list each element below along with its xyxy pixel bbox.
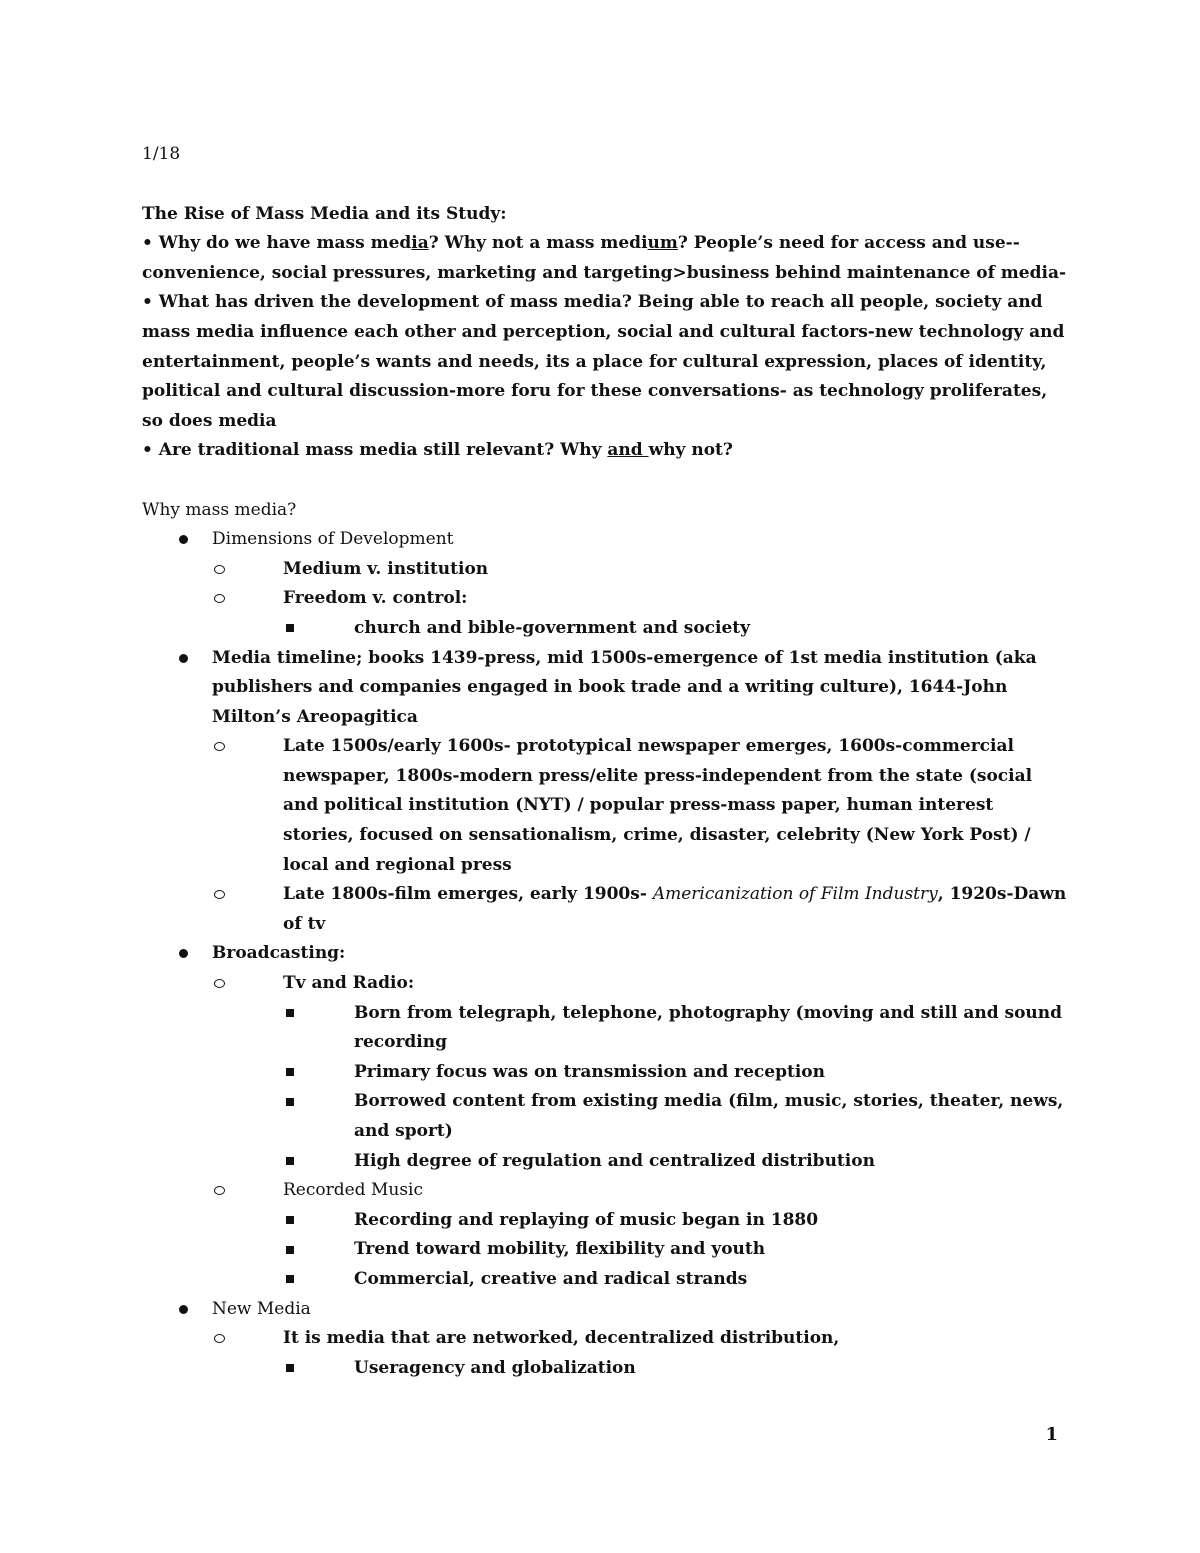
document-page bbox=[142, 140, 1067, 1383]
sublist-dimensions bbox=[212, 555, 1067, 644]
item-label: Late 1800s-film emerges, early 1900s- bbox=[283, 884, 653, 905]
page-number: 1 bbox=[1045, 1424, 1058, 1445]
date-line: 1/18 bbox=[142, 144, 181, 164]
list-item bbox=[283, 1354, 1067, 1384]
list-item-dimensions bbox=[142, 525, 1067, 643]
bullet-dot-icon bbox=[176, 939, 190, 969]
bullet-circle-icon bbox=[212, 1176, 226, 1206]
bullet-circle-icon bbox=[212, 732, 226, 762]
bullet-dot-icon bbox=[176, 644, 190, 674]
item-label: It is media that are networked, decentralized distribution, bbox=[283, 1328, 840, 1349]
question-3 bbox=[142, 436, 1067, 466]
list-item bbox=[283, 999, 1067, 1058]
bullet-square-icon bbox=[283, 999, 297, 1029]
question-2: • What has driven the development of mass media? Being able to reach all people, society and mass media influence each other and perception, social and cultural factors-new technology and entertainment, people’s wants and needs, its a place for cultural expression, places of identity, political and cultural discussion-more foru for these conversations- as technology proliferates, so does media bbox=[142, 292, 1065, 431]
item-label: Trend toward mobility, flexibility and youth bbox=[354, 1239, 766, 1260]
q3-text-a: • Are traditional mass media still relevant? Why bbox=[142, 440, 608, 461]
item-label: High degree of regulation and centralized distribution bbox=[354, 1150, 875, 1171]
sublist-broadcasting bbox=[212, 969, 1067, 1295]
item-label: Broadcasting: bbox=[212, 943, 346, 964]
q1-text-a: • Why do we have mass med bbox=[142, 233, 412, 254]
bullet-circle-icon bbox=[212, 584, 226, 614]
q1-underline-a: ia bbox=[411, 233, 429, 254]
item-label: Recording and replaying of music began in 1880 bbox=[354, 1209, 819, 1230]
sublist-freedom bbox=[283, 614, 1067, 644]
bullet-square-icon bbox=[283, 1087, 297, 1117]
list-item bbox=[283, 1206, 1067, 1236]
outline-list bbox=[142, 525, 1067, 1383]
item-label: church and bible-government and society bbox=[354, 617, 751, 638]
list-item bbox=[283, 614, 1067, 644]
bullet-circle-icon bbox=[212, 555, 226, 585]
q1-text-c: ? People’s need for access and use--convenience, social pressures, marketing and targeting>business behind maintenance of media- bbox=[142, 233, 1067, 283]
item-label: Freedom v. control: bbox=[283, 588, 468, 609]
list-item-timeline bbox=[142, 644, 1067, 940]
list-item-new-media bbox=[142, 1295, 1067, 1384]
q1-underline-b: um bbox=[647, 233, 678, 254]
bullet-circle-icon bbox=[212, 969, 226, 999]
bullet-square-icon bbox=[283, 1206, 297, 1236]
question-1 bbox=[142, 229, 1067, 288]
list-item bbox=[212, 555, 1067, 585]
sublist-recorded-music bbox=[283, 1206, 1067, 1295]
bullet-dot-icon bbox=[176, 1295, 190, 1325]
list-item-broadcasting bbox=[142, 939, 1067, 1294]
list-item bbox=[283, 1058, 1067, 1088]
list-item bbox=[212, 732, 1067, 880]
bullet-square-icon bbox=[283, 1354, 297, 1384]
list-item-recorded-music bbox=[212, 1176, 1067, 1294]
sublist-networked bbox=[283, 1354, 1067, 1384]
bullet-dot-icon bbox=[176, 525, 190, 555]
sublist-tv-radio bbox=[283, 999, 1067, 1177]
item-italic: Americanization of Film Industry bbox=[652, 884, 938, 905]
list-item-tv-radio bbox=[212, 969, 1067, 1176]
bullet-square-icon bbox=[283, 1235, 297, 1265]
item-label: Media timeline; books 1439-press, mid 1500s-emergence of 1st media institution (aka publishers and companies engaged in book trade and a writing culture), 1644-John Milton’s Areopagitica bbox=[212, 647, 1037, 727]
spacer bbox=[142, 466, 1067, 496]
list-item bbox=[212, 1324, 1067, 1383]
item-label: Dimensions of Development bbox=[212, 529, 454, 550]
item-label: Borrowed content from existing media (film, music, stories, theater, news, and sport) bbox=[354, 1091, 1064, 1141]
item-label-end: , 1920s-Dawn of tv bbox=[283, 884, 1067, 934]
list-item bbox=[283, 1235, 1067, 1265]
q3-underline: and bbox=[607, 440, 649, 461]
list-item bbox=[283, 1087, 1067, 1146]
sublist-new-media bbox=[212, 1324, 1067, 1383]
section-heading: Why mass media? bbox=[142, 499, 297, 520]
list-item bbox=[212, 880, 1067, 939]
item-label: Tv and Radio: bbox=[283, 973, 415, 994]
bullet-square-icon bbox=[283, 614, 297, 644]
item-label: Born from telegraph, telephone, photography (moving and still and sound recording bbox=[354, 1002, 1063, 1053]
item-label: Useragency and globalization bbox=[354, 1357, 636, 1378]
bullet-square-icon bbox=[283, 1147, 297, 1177]
q1-text-b: ? Why not a mass medi bbox=[428, 233, 648, 254]
bullet-square-icon bbox=[283, 1265, 297, 1295]
list-item bbox=[212, 584, 1067, 643]
bullet-square-icon bbox=[283, 1058, 297, 1088]
list-item bbox=[283, 1147, 1067, 1177]
list-item bbox=[283, 1265, 1067, 1295]
item-label: Recorded Music bbox=[283, 1180, 424, 1201]
bullet-circle-icon bbox=[212, 880, 226, 910]
item-label: Commercial, creative and radical strands bbox=[354, 1268, 748, 1289]
item-label: Late 1500s/early 1600s- prototypical newspaper emerges, 1600s-commercial newspaper, 1800s-modern press/elite press-independent from the state (social and political institution (NYT) / popular press-mass paper, human interest stories, focused on sensationalism, crime, disaster, celebrity (New York Post) / local and regional press bbox=[283, 736, 1033, 875]
item-label: New Media bbox=[212, 1298, 311, 1319]
section-title: The Rise of Mass Media and its Study: bbox=[142, 203, 507, 224]
bullet-circle-icon bbox=[212, 1324, 226, 1354]
item-label: Medium v. institution bbox=[283, 558, 489, 579]
item-label: Primary focus was on transmission and reception bbox=[354, 1061, 825, 1082]
q3-text-b: why not? bbox=[648, 440, 733, 461]
sublist-timeline bbox=[212, 732, 1067, 939]
